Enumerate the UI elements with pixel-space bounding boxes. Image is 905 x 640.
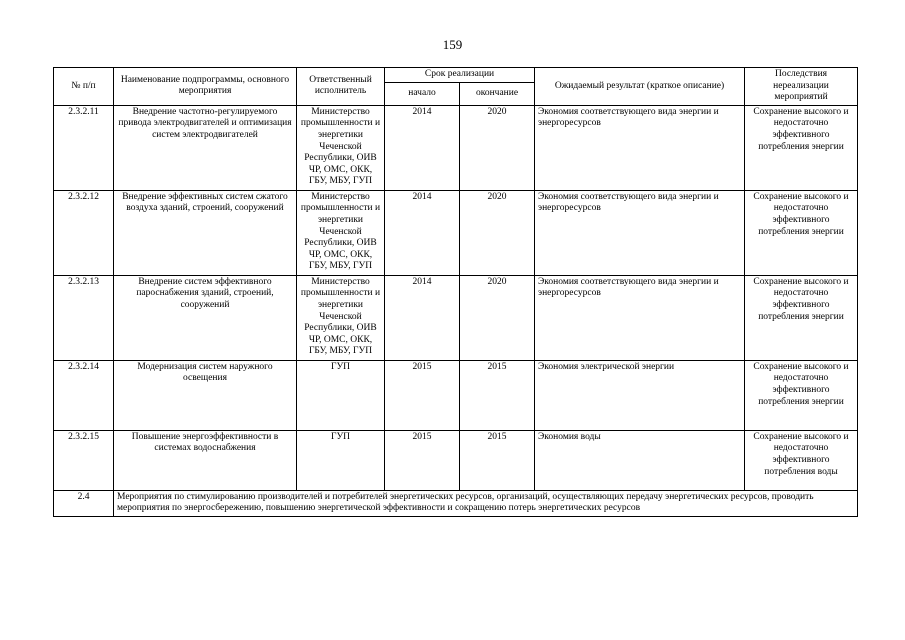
row-start: 2014 <box>385 105 460 190</box>
section-text: Мероприятия по стимулированию производителей и потребителей энергетических ресурсов, организаций, осуществляющих передачу энергетических ресурсов, проводить мероприятия по энергосбережению, повышению энергетической эффективности и сокращению потерь энергетических ресурсов <box>114 490 858 516</box>
row-num: 2.3.2.13 <box>54 275 114 360</box>
row-end: 2020 <box>460 275 535 360</box>
row-consequence: Сохранение высокого и недостаточно эффективного потребления энергии <box>745 360 858 430</box>
row-responsible: ГУП <box>297 360 385 430</box>
row-result: Экономия воды <box>535 430 745 490</box>
row-start: 2015 <box>385 430 460 490</box>
row-name: Внедрение систем эффективного пароснабжения зданий, строений, сооружений <box>114 275 297 360</box>
section-row <box>54 490 858 516</box>
row-consequence: Сохранение высокого и недостаточно эффективного потребления энергии <box>745 275 858 360</box>
row-name: Внедрение эффективных систем сжатого воздуха зданий, строений, сооружений <box>114 190 297 275</box>
row-consequence: Сохранение высокого и недостаточно эффективного потребления энергии <box>745 105 858 190</box>
row-end: 2020 <box>460 105 535 190</box>
row-responsible: Министерство промышленности и энергетики Чеченской Республики, ОИВ ЧР, ОМС, ОКК, ГБУ, МБУ, ГУП <box>297 190 385 275</box>
row-start: 2014 <box>385 190 460 275</box>
row-num: 2.3.2.14 <box>54 360 114 430</box>
row-name: Модернизация систем наружного освещения <box>114 360 297 430</box>
row-start: 2014 <box>385 275 460 360</box>
row-num: 2.3.2.15 <box>54 430 114 490</box>
header-end: окончание <box>460 82 535 105</box>
header-responsible: Ответственный исполнитель <box>297 68 385 106</box>
row-num: 2.3.2.11 <box>54 105 114 190</box>
row-result: Экономия соответствующего вида энергии и энергоресурсов <box>535 190 745 275</box>
row-end: 2015 <box>460 430 535 490</box>
row-responsible: Министерство промышленности и энергетики Чеченской Республики, ОИВ ЧР, ОМС, ОКК, ГБУ, МБУ, ГУП <box>297 105 385 190</box>
row-result: Экономия соответствующего вида энергии и энергоресурсов <box>535 105 745 190</box>
row-responsible: ГУП <box>297 430 385 490</box>
header-consequence: Последствия нереализации мероприятий <box>745 68 858 106</box>
header-result: Ожидаемый результат (краткое описание) <box>535 68 745 106</box>
row-start: 2015 <box>385 360 460 430</box>
row-responsible: Министерство промышленности и энергетики Чеченской Республики, ОИВ ЧР, ОМС, ОКК, ГБУ, МБУ, ГУП <box>297 275 385 360</box>
header-start: начало <box>385 82 460 105</box>
row-end: 2015 <box>460 360 535 430</box>
table-row <box>54 360 858 430</box>
header-name: Наименование подпрограммы, основного мероприятия <box>114 68 297 106</box>
section-num: 2.4 <box>54 490 114 516</box>
row-result: Экономия электрической энергии <box>535 360 745 430</box>
table-row <box>54 190 858 275</box>
table-row <box>54 105 858 190</box>
row-name: Повышение энергоэффективности в системах водоснабжения <box>114 430 297 490</box>
table-row <box>54 275 858 360</box>
row-consequence: Сохранение высокого и недостаточно эффективного потребления энергии <box>745 190 858 275</box>
row-result: Экономия соответствующего вида энергии и энергоресурсов <box>535 275 745 360</box>
program-table <box>53 67 858 517</box>
row-num: 2.3.2.12 <box>54 190 114 275</box>
page-number: 159 <box>442 37 463 52</box>
table-row <box>54 430 858 490</box>
row-name: Внедрение частотно-регулируемого привода электродвигателей и оптимизация систем электродвигателей <box>114 105 297 190</box>
header-num: № п/п <box>54 68 114 106</box>
row-consequence: Сохранение высокого и недостаточно эффективного потребления воды <box>745 430 858 490</box>
header-period: Срок реализации <box>385 68 535 83</box>
row-end: 2020 <box>460 190 535 275</box>
